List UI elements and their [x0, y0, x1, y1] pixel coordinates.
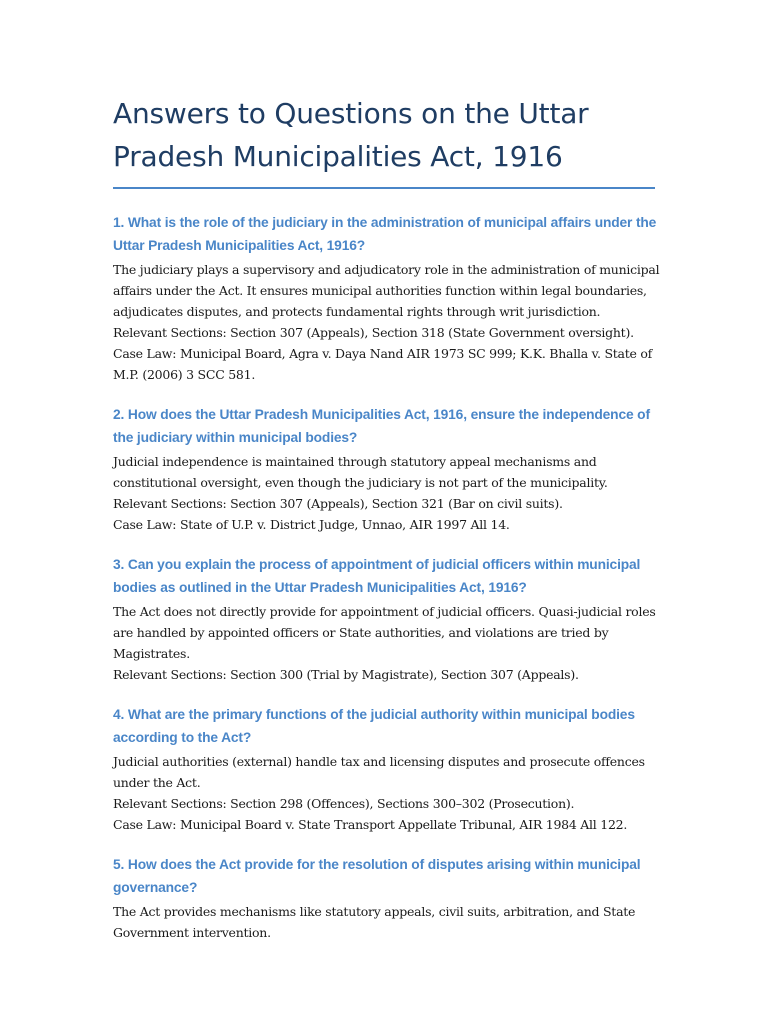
answer-block: [113, 601, 661, 685]
qa-item: [113, 553, 661, 685]
relevant-sections: Relevant Sections: Section 307 (Appeals), Section 321 (Bar on civil suits).: [113, 496, 563, 511]
question-heading: 4. What are the primary functions of the judicial authority within municipal bodies according to the Act?: [113, 707, 635, 745]
relevant-sections: Relevant Sections: Section 307 (Appeals), Section 318 (State Government oversight).: [113, 325, 634, 340]
question-heading: 2. How does the Uttar Pradesh Municipalities Act, 1916, ensure the independence of the judiciary within municipal bodies?: [113, 407, 650, 445]
case-law: Case Law: State of U.P. v. District Judge, Unnao, AIR 1997 All 14.: [113, 517, 510, 532]
qa-item: [113, 211, 661, 385]
case-law: Case Law: Municipal Board v. State Transport Appellate Tribunal, AIR 1984 All 122.: [113, 817, 628, 832]
answer-block: [113, 751, 661, 835]
relevant-sections: Relevant Sections: Section 298 (Offences), Sections 300–302 (Prosecution).: [113, 796, 575, 811]
qa-item: [113, 403, 661, 535]
answer-block: [113, 259, 661, 385]
answer-paragraph: The judiciary plays a supervisory and adjudicatory role in the administration of municipal affairs under the Act. It ensures municipal authorities function within legal boundaries, adjudicates disputes, and protects fundamental rights through writ jurisdiction.: [113, 262, 660, 319]
answer-block: [113, 451, 661, 535]
question-heading: 5. How does the Act provide for the resolution of disputes arising within municipal governance?: [113, 857, 641, 895]
relevant-sections: Relevant Sections: Section 300 (Trial by Magistrate), Section 307 (Appeals).: [113, 667, 579, 682]
qa-item: [113, 703, 661, 835]
question-heading: 1. What is the role of the judiciary in the administration of municipal affairs under the Uttar Pradesh Municipalities Act, 1916?: [113, 215, 657, 253]
answer-paragraph: The Act provides mechanisms like statutory appeals, civil suits, arbitration, and State Government intervention.: [113, 904, 636, 940]
document-page: [113, 92, 661, 943]
case-law: Case Law: Municipal Board, Agra v. Daya Nand AIR 1973 SC 999; K.K. Bhalla v. State of M.P. (2006) 3 SCC 581.: [113, 346, 653, 382]
question-heading: 3. Can you explain the process of appointment of judicial officers within municipal bodies as outlined in the Uttar Pradesh Municipalities Act, 1916?: [113, 557, 641, 595]
qa-list: [113, 211, 661, 943]
title-divider: [113, 187, 655, 189]
answer-block: [113, 901, 661, 943]
answer-paragraph: Judicial authorities (external) handle tax and licensing disputes and prosecute offences under the Act.: [113, 754, 645, 790]
answer-paragraph: Judicial independence is maintained through statutory appeal mechanisms and constitutional oversight, even though the judiciary is not part of the municipality.: [113, 454, 608, 490]
page-title: Answers to Questions on the Uttar Pradesh Municipalities Act, 1916: [113, 97, 589, 173]
answer-paragraph: The Act does not directly provide for appointment of judicial officers. Quasi-judicial roles are handled by appointed officers or State authorities, and violations are tried by Magistrates.: [113, 604, 656, 661]
qa-item: [113, 853, 661, 943]
